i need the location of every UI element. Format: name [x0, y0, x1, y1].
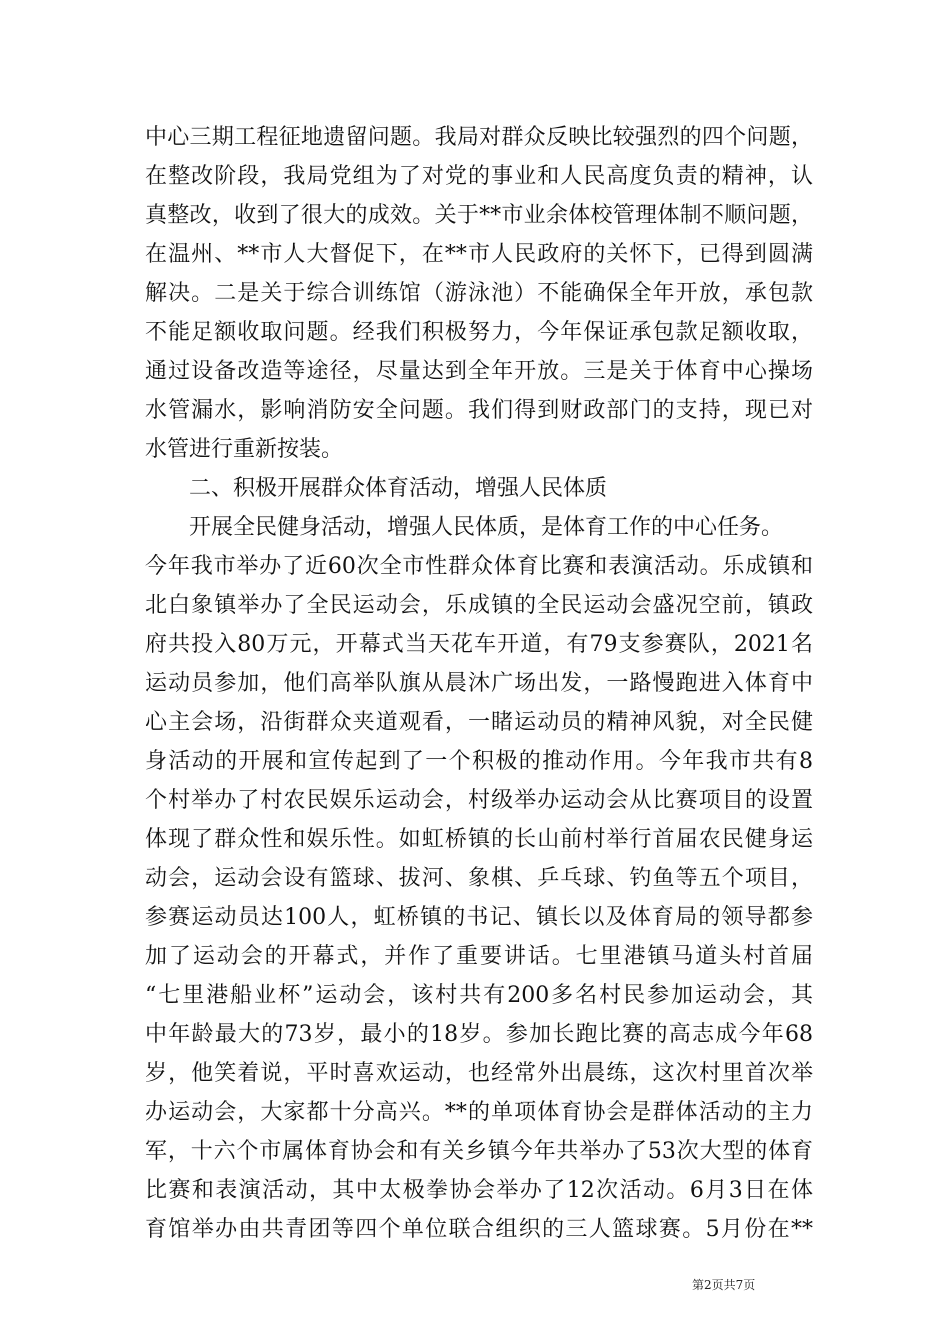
text-line: 解决。二是关于综合训练馆（游泳池）不能确保全年开放，承包款 [145, 281, 813, 306]
text-line: “七里港船业杯”运动会，该村共有200多名村民参加运动会，其 [145, 983, 813, 1008]
text-line: 府共投入80万元，开幕式当天花车开道，有79支参赛队，2021名 [145, 632, 813, 657]
text-line: 开展全民健身活动，增强人民体质，是体育工作的中心任务。 [189, 515, 784, 540]
text-line: 在温州、**市人大督促下，在**市人民政府的关怀下，已得到圆满 [145, 242, 813, 267]
text-line: 不能足额收取问题。经我们积极努力，今年保证承包款足额收取， [145, 320, 813, 345]
text-line: 心主会场，沿街群众夹道观看，一睹运动员的精神风貌，对全民健 [145, 710, 813, 735]
text-line: 参赛运动员达100人，虹桥镇的书记、镇长以及体育局的领导都参 [145, 905, 813, 930]
text-line: 军，十六个市属体育协会和有关乡镇今年共举办了53次大型的体育 [145, 1139, 813, 1164]
text-line: 中年龄最大的73岁，最小的18岁。参加长跑比赛的高志成今年68 [145, 1022, 813, 1047]
text-line: 办运动会，大家都十分高兴。**的单项体育协会是群体活动的主力 [145, 1100, 813, 1125]
text-line: 育馆举办由共青团等四个单位联合组织的三人篮球赛。5月份在** [145, 1217, 813, 1242]
text-line: 北白象镇举办了全民运动会，乐成镇的全民运动会盛况空前，镇政 [145, 593, 813, 618]
text-line: 加了运动会的开幕式，并作了重要讲话。七里港镇马道头村首届 [145, 944, 813, 969]
text-line: 岁，他笑着说，平时喜欢运动，也经常外出晨练，这次村里首次举 [145, 1061, 813, 1086]
body-text [145, 118, 813, 1249]
text-line: 个村举办了村农民娱乐运动会，村级举办运动会从比赛项目的设置 [145, 788, 813, 813]
text-line: 水管漏水，影响消防安全问题。我们得到财政部门的支持，现已对 [145, 398, 813, 423]
text-line: 在整改阶段，我局党组为了对党的事业和人民高度负责的精神，认 [145, 164, 813, 189]
page-number-footer: 第2页共7页 [692, 1278, 756, 1292]
text-line: 中心三期工程征地遗留问题。我局对群众反映比较强烈的四个问题， [145, 125, 813, 150]
text-line: 身活动的开展和宣传起到了一个积极的推动作用。今年我市共有8 [145, 749, 813, 774]
text-line: 动会，运动会设有篮球、拔河、象棋、乒乓球、钓鱼等五个项目， [145, 866, 813, 891]
section-heading: 二、积极开展群众体育活动，增强人民体质 [189, 476, 608, 501]
text-line: 运动员参加，他们高举队旗从晨沐广场出发，一路慢跑进入体育中 [145, 671, 813, 696]
text-line: 今年我市举办了近60次全市性群众体育比赛和表演活动。乐成镇和 [145, 554, 813, 579]
text-line: 比赛和表演活动，其中太极拳协会举办了12次活动。6月3日在体 [145, 1178, 813, 1203]
text-line: 通过设备改造等途径，尽量达到全年开放。三是关于体育中心操场 [145, 359, 813, 384]
text-line: 真整改，收到了很大的成效。关于**市业余体校管理体制不顺问题， [145, 203, 813, 228]
text-line: 体现了群众性和娱乐性。如虹桥镇的长山前村举行首届农民健身运 [145, 827, 813, 852]
text-line: 水管进行重新按装。 [145, 437, 344, 462]
